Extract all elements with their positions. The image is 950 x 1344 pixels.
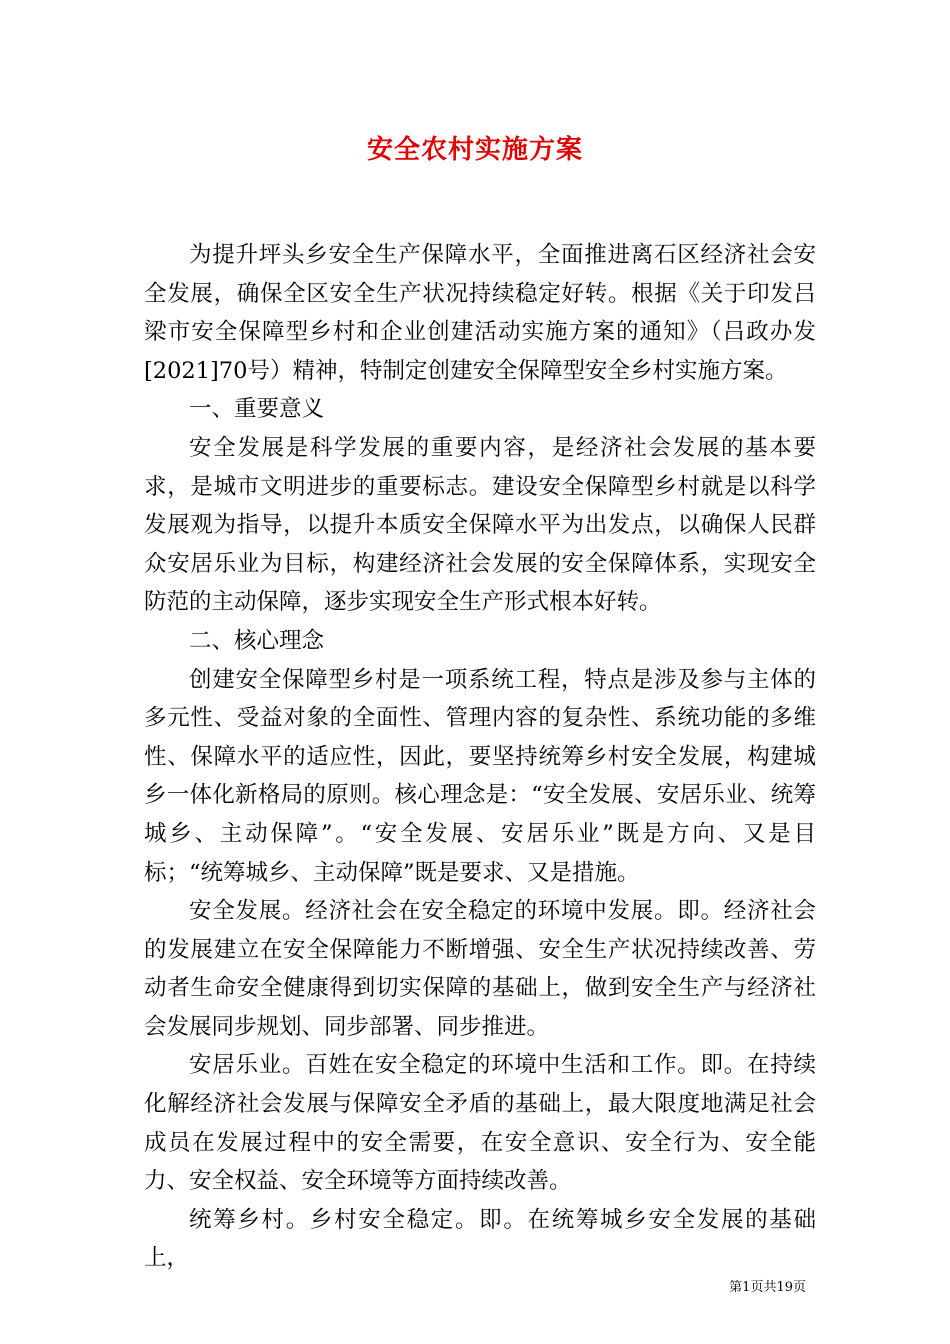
- paragraph-significance: 安全发展是科学发展的重要内容，是经济社会发展的基本要求，是城市文明进步的重要标志。建设安全保障型乡村就是以科学发展观为指导，以提升本质安全保障水平为出发点，以确保人民群众安居乐业为目标，构建经济社会发展的安全保障体系，实现安全防范的主动保障，逐步实现安全生产形式根本好转。: [144, 434, 816, 616]
- paragraph-coordinated-villages: 统筹乡村。乡村安全稳定。即。在统筹城乡安全发展的基础上，: [144, 1206, 816, 1272]
- section-heading-core-concept: 二、核心理念: [189, 627, 325, 654]
- document-body: [144, 236, 816, 1278]
- paragraph-core-concept: 创建安全保障型乡村是一项系统工程，特点是涉及参与主体的多元性、受益对象的全面性、管理内容的复杂性、系统功能的多维性、保障水平的适应性，因此，要坚持统筹乡村安全发展，构建城乡一体化新格局的原则。核心理念是：“安全发展、安居乐业、统筹城乡、主动保障”。“安全发展、安居乐业”既是方向、又是目标；“统筹城乡、主动保障”既是要求、又是措施。: [144, 666, 816, 886]
- page-number-footer: 第1页共19页: [729, 1280, 806, 1295]
- paragraph-intro: 为提升坪头乡安全生产保障水平，全面推进离石区经济社会安全发展，确保全区安全生产状况持续稳定好转。根据《关于印发吕梁市安全保障型乡村和企业创建活动实施方案的通知》（吕政办发[2021]70号）精神，特制定创建安全保障型安全乡村实施方案。: [144, 242, 816, 384]
- document-title: 安全农村实施方案: [366, 135, 583, 165]
- paragraph-safe-development: 安全发展。经济社会在安全稳定的环境中发展。即。经济社会的发展建立在安全保障能力不断增强、安全生产状况持续改善、劳动者生命安全健康得到切实保障的基础上，做到安全生产与经济社会发展同步规划、同步部署、同步推进。: [144, 898, 816, 1040]
- paragraph-living-in-peace: 安居乐业。百姓在安全稳定的环境中生活和工作。即。在持续化解经济社会发展与保障安全矛盾的基础上，最大限度地满足社会成员在发展过程中的安全需要，在安全意识、安全行为、安全能力、安全权益、安全环境等方面持续改善。: [144, 1052, 816, 1195]
- section-heading-significance: 一、重要意义: [189, 396, 325, 423]
